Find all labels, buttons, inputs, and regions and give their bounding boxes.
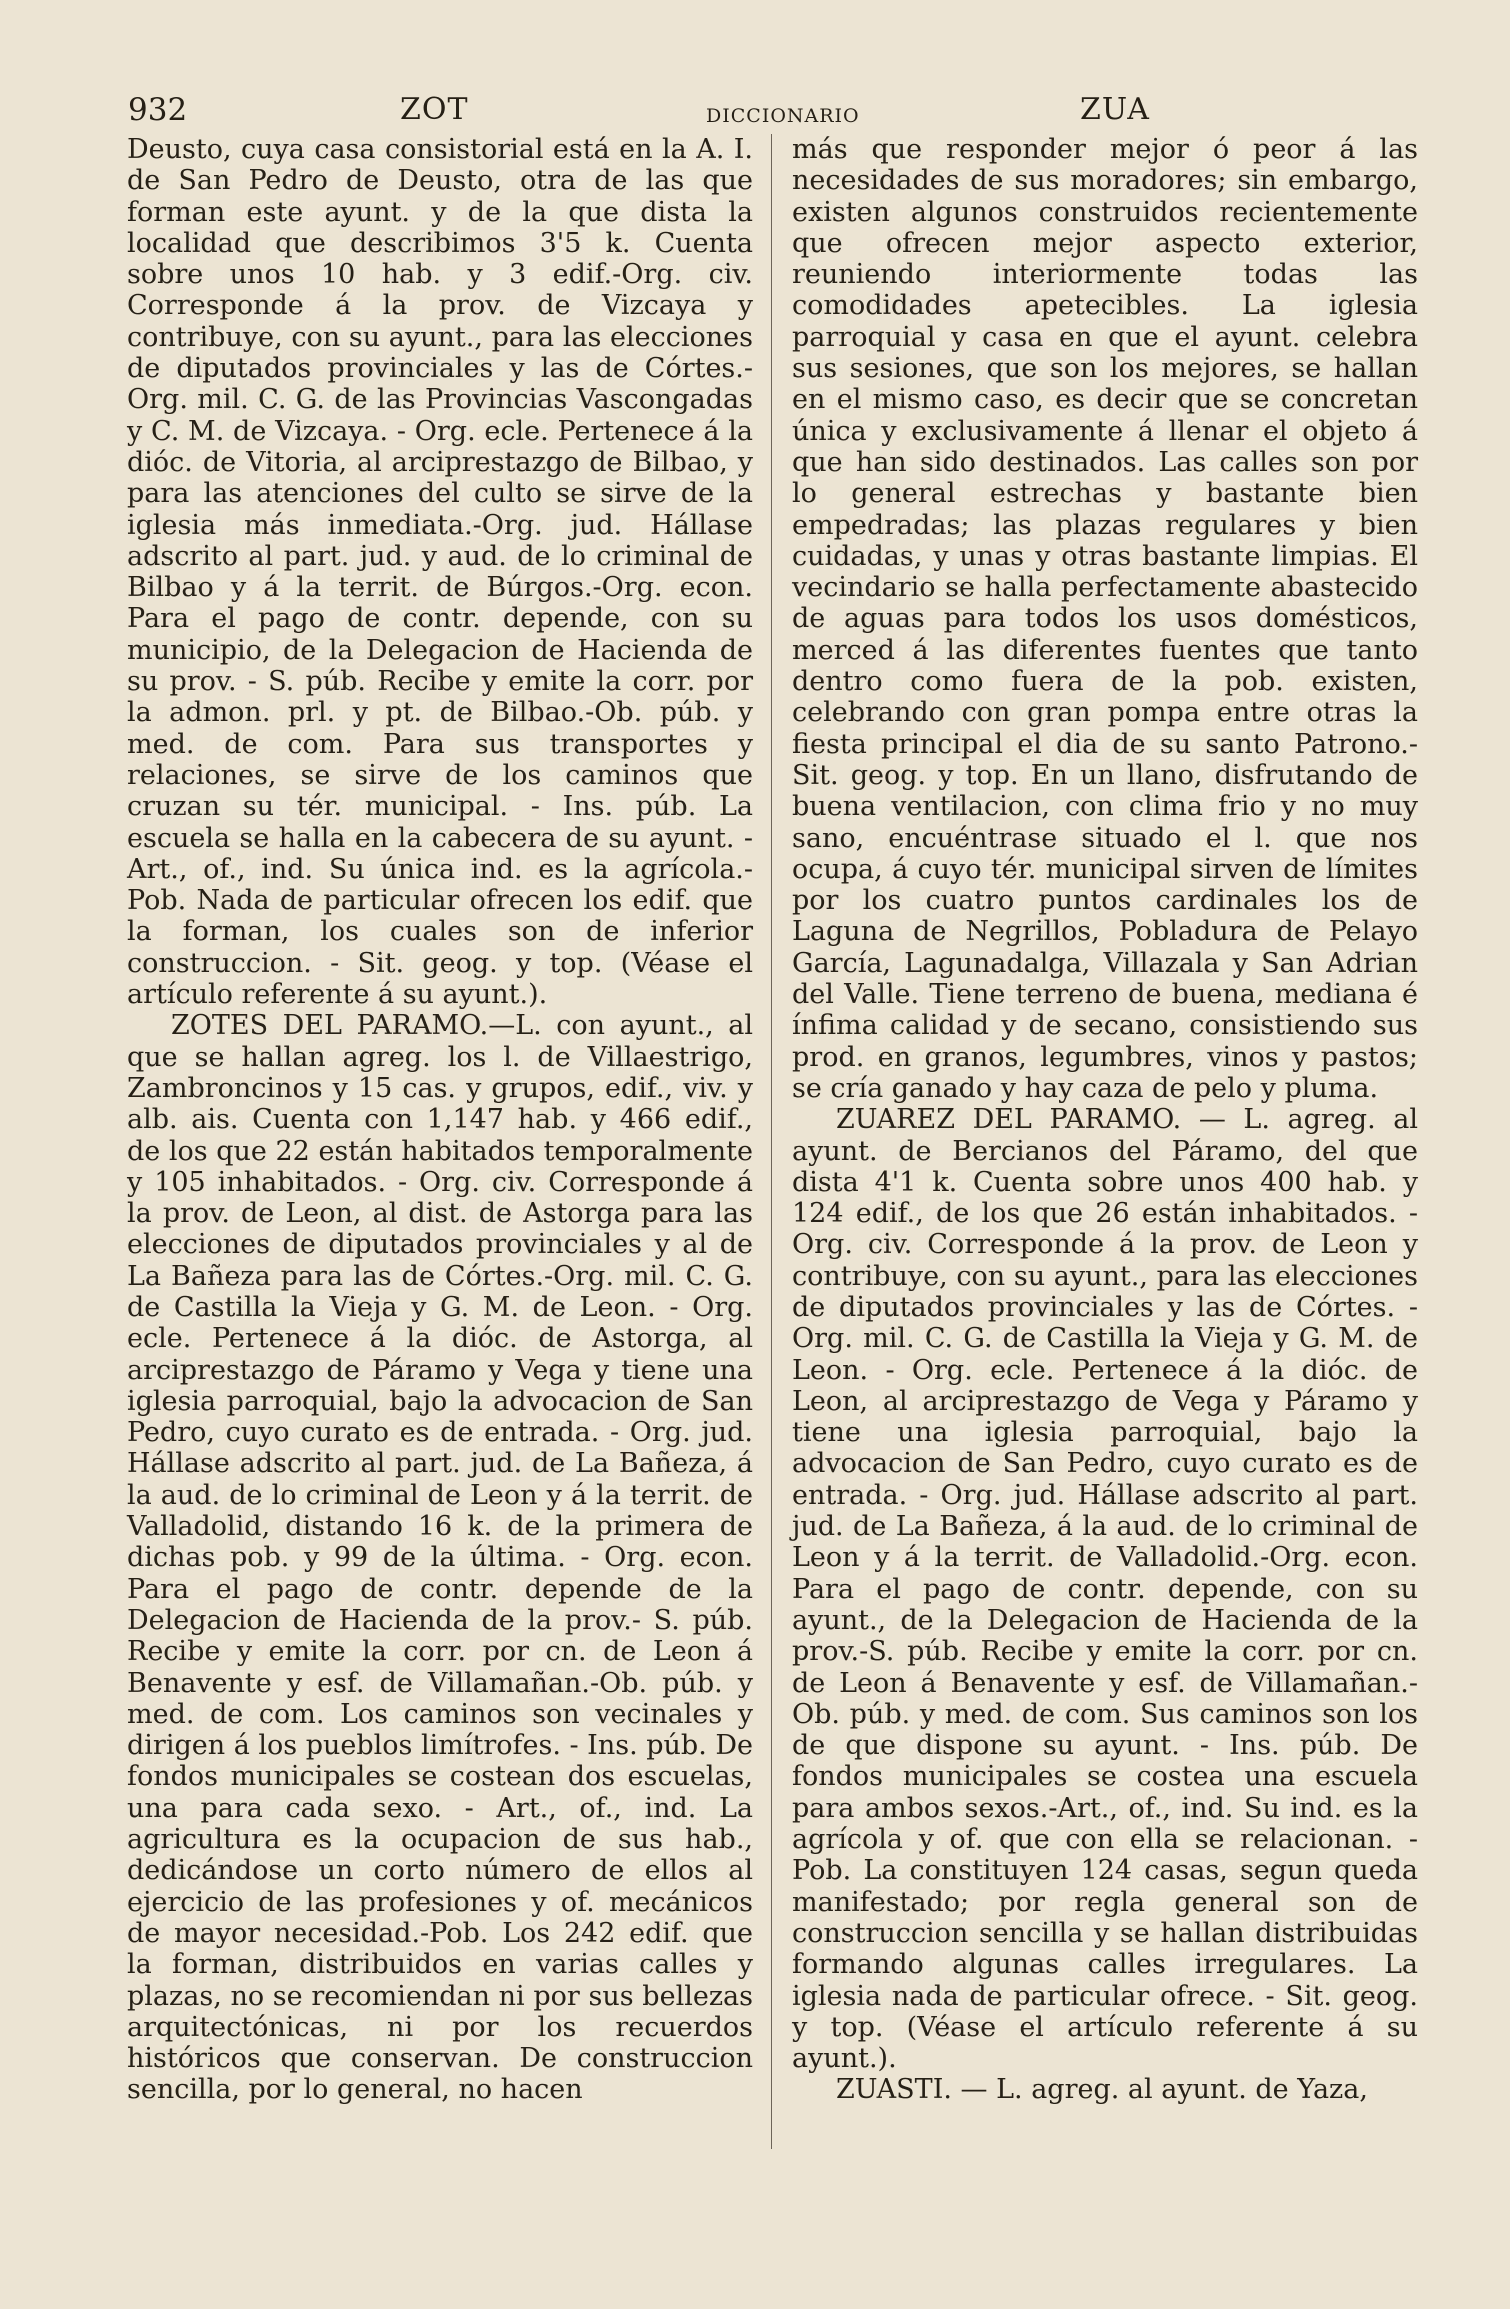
running-head-title: DICCIONARIO [706,105,860,127]
entry-zuarez-del-paramo: ZUAREZ DEL PARAMO. — L. agreg. al ayunt. de Bercianos del Páramo, del que dista 4'1 k. Cuenta sobre unos 400 hab. y 124 edif., de los que 26 están inhabitados. - Org. civ. Corresponde á la prov. de Leon y contribuye, con su ayunt., para las elecciones de diputados provinciales y las de Córtes. - Org. mil. C. G. de Castilla la Vieja y G. M. de Leon. - Org. ecle. Pertenece á la dióc. de Leon, al arciprestazgo de Vega y Páramo y tiene una iglesia parroquial, bajo la advocacion de San Pedro, cuyo curato es de entrada. - Org. jud. Hállase adscrito al part. jud. de La Bañeza, á la aud. de lo criminal de Leon y á la territ. de Valladolid.-Org. econ. Para el pago de contr. depende, con su ayunt., de la Delegacion de Hacienda de la prov.-S. púb. Recibe y emite la corr. por cn. de Leon á Benavente y esf. de Villamañan.-Ob. púb. y med. de com. Sus caminos son los de que dispone su ayunt. - Ins. púb. De fondos municipales se costea una escuela para ambos sexos.-Art., of., ind. Su ind. es la agrícola y of. que con ella se relacionan. - Pob. La constituyen 124 casas, segun queda manifestado; por regla general son de construccion sencilla y se hallan distribuidas formando algunas calles irregulares. La iglesia nada de particular ofrece. - Sit. geog. y top. (Véase el artículo referente á su ayunt.). [792,1104,1418,2075]
page-header [0,92,1510,132]
entry-zotes-del-paramo: ZOTES DEL PARAMO.—L. con ayunt., al que se hallan agreg. los l. de Villaestrigo, Zambroncinos y 15 cas. y grupos, edif., viv. y alb. ais. Cuenta con 1,147 hab. y 466 edif., de los que 22 están habitados temporalmente y 105 inhabitados. - Org. civ. Corresponde á la prov. de Leon, al dist. de Astorga para las elecciones de diputados provinciales y al de La Bañeza para las de Córtes.-Org. mil. C. G. de Castilla la Vieja y G. M. de Leon. - Org. ecle. Pertenece á la dióc. de Astorga, al arciprestazgo de Páramo y Vega y tiene una iglesia parroquial, bajo la advocacion de San Pedro, cuyo curato es de entrada. - Org. jud. Hállase adscrito al part. jud. de La Bañeza, á la aud. de lo criminal de Leon y á la territ. de Valladolid, distando 16 k. de la primera de dichas pob. y 99 de la última. - Org. econ. Para el pago de contr. depende de la Delegacion de Hacienda de la prov.- S. púb. Recibe y emite la corr. por cn. de Leon á Benavente y esf. de Villamañan.-Ob. púb. y med. de com. Los caminos son vecinales y dirigen á los pueblos limítrofes. - Ins. púb. De fondos municipales se costean dos escuelas, una para cada sexo. - Art., of., ind. La agricultura es la ocupacion de sus hab., dedicándose un corto número de ellos al ejercicio de las profesiones y of. mecánicos de mayor necesidad.-Pob. Los 242 edif. que la forman, distribuidos en varias calles y plazas, no se recomiendan ni por sus bellezas arquitectónicas, ni por los recuerdos históricos que conservan. De construccion sencilla, por lo general, no hacen [127,1010,754,2106]
right-column [792,134,1418,2106]
left-column [127,134,753,2106]
column-divider [771,134,772,2149]
running-head-right: ZUA [1080,92,1150,127]
running-head-left: ZOT [400,92,469,127]
right-paragraph-continuation: más que responder mejor ó peor á las necesidades de sus moradores; sin embargo, existen algunos construidos recientemente que ofrecen mejor aspecto exterior, reuniendo interiormente todas las comodidades apetecibles. La iglesia parroquial y casa en que el ayunt. celebra sus sesiones, que son los mejores, se hallan en el mismo caso, es decir que se concretan única y exclusivamente á llenar el objeto á que han sido destinados. Las calles son por lo general estrechas y bastante bien empedradas; las plazas regulares y bien cuidadas, y unas y otras bastante limpias. El vecindario se halla perfectamente abastecido de aguas para todos los usos domésticos, merced á las diferentes fuentes que tanto dentro como fuera de la pob. existen, celebrando con gran pompa entre otras la fiesta principal el dia de su santo Patrono.- Sit. geog. y top. En un llano, disfrutando de buena ventilacion, con clima frio y no muy sano, encuéntrase situado el l. que nos ocupa, á cuyo tér. municipal sirven de límites por los cuatro puntos cardinales los de Laguna de Negrillos, Pobladura de Pelayo García, Lagunadalga, Villazala y San Adrian del Valle. Tiene terreno de buena, mediana é ínfima calidad y de secano, consistiendo sus prod. en granos, legumbres, vinos y pastos; se cría ganado y hay caza de pelo y pluma. [792,134,1418,1104]
entry-zuasti: ZUASTI. — L. agreg. al ayunt. de Yaza, [836,2074,1368,2106]
page-number: 932 [128,92,188,128]
left-paragraph-continuation: Deusto, cuya casa consistorial está en la A. I. de San Pedro de Deusto, otra de las que forman este ayunt. y de la que dista la localidad que describimos 3'5 k. Cuenta sobre unos 10 hab. y 3 edif.-Org. civ. Corresponde á la prov. de Vizcaya y contribuye, con su ayunt., para las elecciones de diputados provinciales y las de Córtes.-Org. mil. C. G. de las Provincias Vascongadas y C. M. de Vizcaya. - Org. ecle. Pertenece á la dióc. de Vitoria, al arciprestazgo de Bilbao, y para las atenciones del culto se sirve de la iglesia más inmediata.-Org. jud. Hállase adscrito al part. jud. y aud. de lo criminal de Bilbao y á la territ. de Búrgos.-Org. econ. Para el pago de contr. depende, con su municipio, de la Delegacion de Hacienda de su prov. - S. púb. Recibe y emite la corr. por la admon. prl. y pt. de Bilbao.-Ob. púb. y med. de com. Para sus transportes y relaciones, se sirve de los caminos que cruzan su tér. municipal. - Ins. púb. La escuela se halla en la cabecera de su ayunt. - Art., of., ind. Su única ind. es la agrícola.-Pob. Nada de particular ofrecen los edif. que la forman, los cuales son de inferior construccion. - Sit. geog. y top. (Véase el artículo referente á su ayunt.). [127,134,753,1011]
